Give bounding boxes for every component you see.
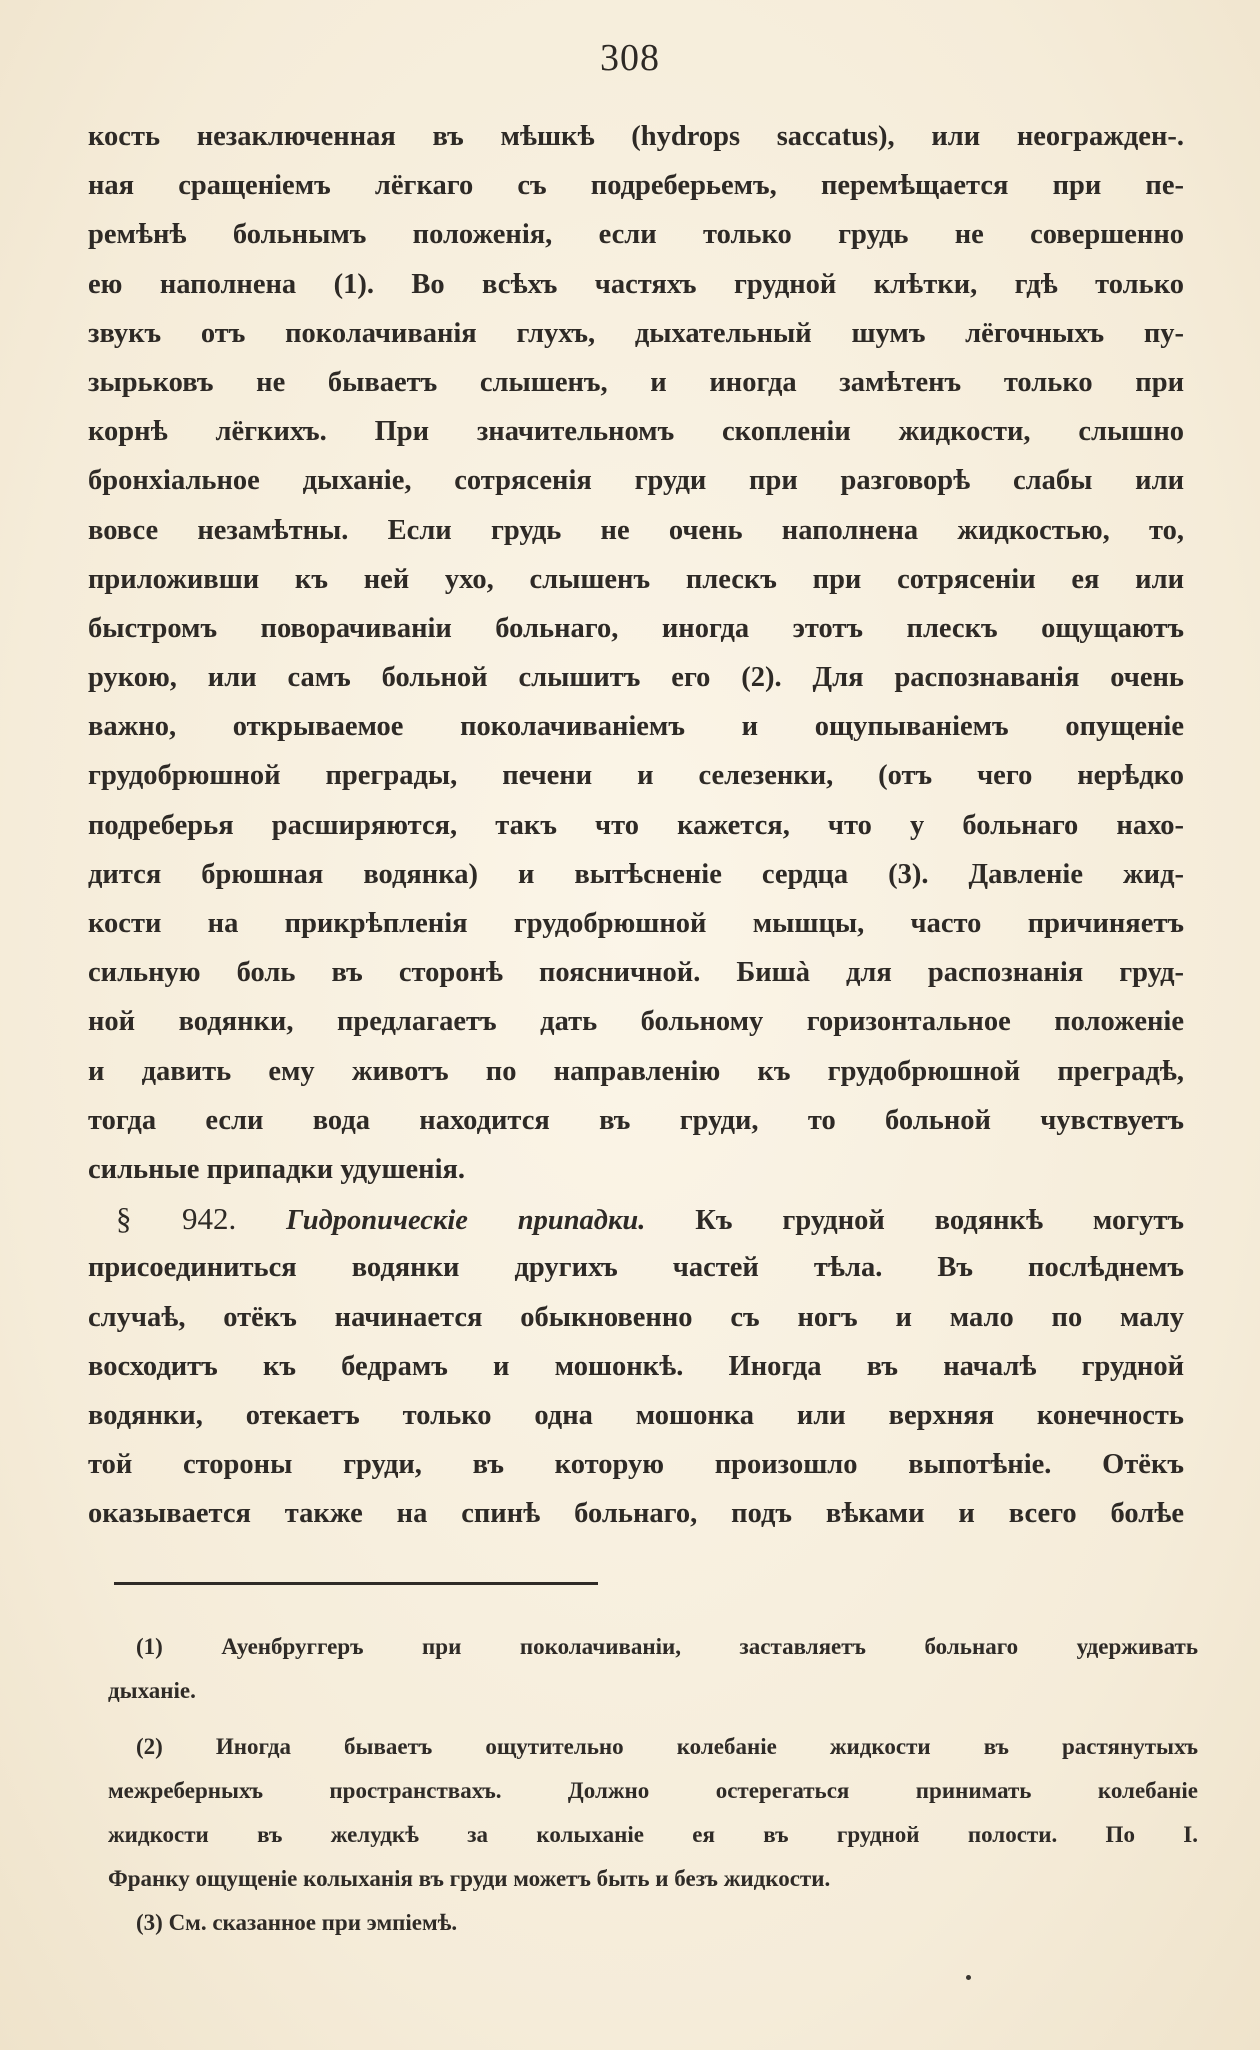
- text-line: зырьковъ не бываетъ слышенъ, и иногда замѣтенъ только при: [88, 366, 1184, 398]
- footnote-1-line: дыханіе.: [108, 1678, 196, 1703]
- section-title: Гидропическіе припадки.: [286, 1205, 646, 1237]
- text-line: корнѣ лёгкихъ. При значительномъ скопленіи жидкости, слышно: [88, 416, 1184, 448]
- footnote-2-line: жидкости въ желудкѣ за колыханіе ея въ грудной полости. По І.: [108, 1822, 1198, 1847]
- text-line: ею наполнена (1). Во всѣхъ частяхъ грудной клѣтки, гдѣ только: [88, 268, 1184, 300]
- text-line: подреберья расширяются, такъ что кажется, что у больнаго нахо-: [88, 809, 1184, 841]
- footnote-3-line: (3) См. сказанное при эмпіемѣ.: [136, 1910, 458, 1935]
- print-speck: [966, 1975, 971, 1980]
- text-line: бронхіальное дыханіе, сотрясенія груди при разговорѣ слабы или: [88, 465, 1184, 497]
- text-line: ремѣнѣ больнымъ положенія, если только грудь не совершенно: [88, 219, 1184, 251]
- footnote-2-line: межреберныхъ пространствахъ. Должно остерегаться принимать колебаніе: [108, 1778, 1198, 1803]
- text-line: водянки, отекаетъ только одна мошонка или верхняя конечность: [88, 1399, 1184, 1431]
- text-line: вовсе незамѣтны. Если грудь не очень наполнена жидкостью, то,: [88, 514, 1184, 546]
- section-heading-line: [88, 1194, 1184, 1243]
- text-line: присоединиться водянки другихъ частей тѣла. Въ послѣднемъ: [88, 1252, 1184, 1284]
- text-line: ной водянки, предлагаетъ дать больному горизонтальное положеніе: [88, 1006, 1184, 1038]
- text-line: важно, открываемое поколачиваніемъ и ощупываніемъ опущеніе: [88, 711, 1184, 743]
- section-number: § 942.: [116, 1201, 237, 1237]
- text-line: кость незаключенная въ мѣшкѣ (hydrops saccatus), или неогражден-.: [88, 121, 1184, 152]
- text-line: ная сращеніемъ лёгкаго съ подреберьемъ, перемѣщается при пе-: [88, 170, 1184, 202]
- text-line: оказывается также на спинѣ больнаго, подъ вѣками и всего болѣе: [88, 1498, 1184, 1530]
- footnote-2-line: (2) Иногда бываетъ ощутительно колебаніе жидкости въ растянутыхъ: [136, 1734, 1198, 1759]
- text-line: быстромъ поворачиваніи больнаго, иногда этотъ плескъ ощущаютъ: [88, 612, 1184, 644]
- text-line: звукъ отъ поколачиванія глухъ, дыхательный шумъ лёгочныхъ пу-: [88, 317, 1184, 349]
- text-line: восходитъ къ бедрамъ и мошонкѣ. Иногда въ началѣ грудной: [88, 1350, 1184, 1382]
- text-line: и давить ему животъ по направленію къ грудобрюшной преградѣ,: [88, 1055, 1184, 1087]
- main-text: [88, 112, 1184, 1538]
- page-number: 308: [600, 37, 660, 79]
- text-line: грудобрюшной преграды, печени и селезенки, (отъ чего нерѣдко: [88, 760, 1184, 792]
- text-line: сильную боль въ сторонѣ поясничной. Бишà для распознанія груд-: [88, 957, 1184, 989]
- text-line: рукою, или самъ больной слышитъ его (2). Для распознаванія очень: [88, 662, 1184, 694]
- text-line: кости на прикрѣпленія грудобрюшной мышцы, часто причиняетъ: [88, 908, 1184, 939]
- footnotes: [108, 1625, 1198, 1945]
- text-line: тогда если вода находится въ груди, то больной чувствуетъ: [88, 1104, 1184, 1136]
- text-line: той стороны груди, въ которую произошло выпотѣніе. Отёкъ: [88, 1449, 1184, 1481]
- footnote-1-line: (1) Ауенбруггеръ при поколачиваніи, заставляетъ больнаго удерживать: [136, 1634, 1198, 1659]
- footnote-divider: [114, 1582, 598, 1585]
- section-first-line-text: Къ грудной водянкѣ могутъ: [695, 1205, 1185, 1237]
- text-line: случаѣ, отёкъ начинается обыкновенно съ ногъ и мало по малу: [88, 1301, 1184, 1333]
- text-line: дится брюшная водянка) и вытѣсненіе сердца (3). Давленіе жид-: [88, 858, 1184, 890]
- text-line: сильные припадки удушенія.: [88, 1153, 466, 1185]
- text-line: приложивши къ ней ухо, слышенъ плескъ при сотрясеніи ея или: [88, 563, 1184, 595]
- footnote-2-line: Франку ощущеніе колыханія въ груди можетъ быть и безъ жидкости.: [108, 1866, 831, 1891]
